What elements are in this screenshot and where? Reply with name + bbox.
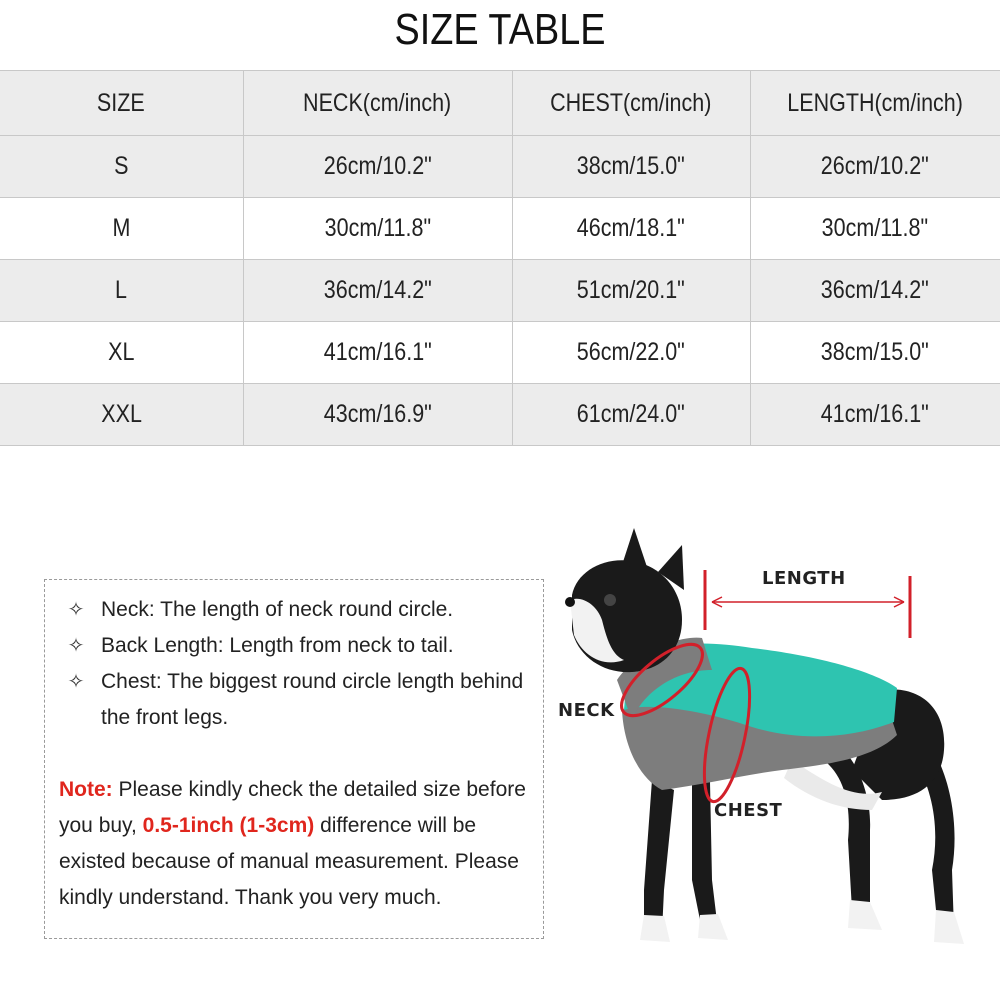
cell-size: M bbox=[0, 198, 243, 260]
cell-neck: 36cm/14.2" bbox=[243, 260, 512, 322]
header-length: LENGTH(cm/inch) bbox=[750, 71, 1000, 136]
table-row bbox=[0, 322, 1000, 384]
cell-chest: 51cm/20.1" bbox=[512, 260, 750, 322]
table-row bbox=[0, 136, 1000, 198]
page-title: SIZE TABLE bbox=[394, 5, 606, 54]
list-item bbox=[63, 664, 538, 736]
cell-length: 41cm/16.1" bbox=[750, 384, 1000, 446]
cell-length: 36cm/14.2" bbox=[750, 260, 1000, 322]
cell-neck: 43cm/16.9" bbox=[243, 384, 512, 446]
neck-label: NECK bbox=[558, 700, 615, 721]
cell-length: 30cm/11.8" bbox=[750, 198, 1000, 260]
cell-chest: 56cm/22.0" bbox=[512, 322, 750, 384]
measurement-list bbox=[63, 592, 538, 736]
dog-measurement-diagram bbox=[552, 510, 1000, 990]
size-note bbox=[59, 772, 537, 916]
note-neck: Neck: The length of neck round circle. bbox=[101, 598, 454, 621]
cell-size: XXL bbox=[0, 384, 243, 446]
four-point-star-icon: ✧ bbox=[67, 671, 85, 693]
four-point-star-icon: ✧ bbox=[67, 635, 85, 657]
note-back-length: Back Length: Length from neck to tail. bbox=[101, 634, 454, 657]
cell-length: 38cm/15.0" bbox=[750, 322, 1000, 384]
cell-chest: 38cm/15.0" bbox=[512, 136, 750, 198]
four-point-star-icon: ✧ bbox=[67, 599, 85, 621]
cell-neck: 26cm/10.2" bbox=[243, 136, 512, 198]
cell-size: S bbox=[0, 136, 243, 198]
size-table bbox=[0, 70, 1000, 446]
length-label: LENGTH bbox=[762, 568, 846, 589]
table-header-row bbox=[0, 71, 1000, 136]
cell-size: XL bbox=[0, 322, 243, 384]
measurement-notes-box bbox=[44, 579, 544, 939]
header-size: SIZE bbox=[0, 71, 243, 136]
dog-head bbox=[565, 528, 684, 672]
note-label: Note: bbox=[59, 778, 113, 801]
table-row bbox=[0, 260, 1000, 322]
note-text-1: Please kindly check the detailed size before you buy, bbox=[59, 778, 526, 837]
chest-label: CHEST bbox=[714, 800, 783, 821]
cell-chest: 61cm/24.0" bbox=[512, 384, 750, 446]
note-range: 0.5-1inch (1-3cm) bbox=[142, 814, 315, 837]
header-chest: CHEST(cm/inch) bbox=[512, 71, 750, 136]
cell-length: 26cm/10.2" bbox=[750, 136, 1000, 198]
note-text-2: difference will be existed because of manual measurement. Please kindly understand. Thank you very much. bbox=[59, 814, 519, 909]
table-row bbox=[0, 384, 1000, 446]
list-item bbox=[63, 592, 538, 628]
cell-chest: 46cm/18.1" bbox=[512, 198, 750, 260]
cell-size: L bbox=[0, 260, 243, 322]
table-row bbox=[0, 198, 1000, 260]
list-item bbox=[63, 628, 538, 664]
cell-neck: 30cm/11.8" bbox=[243, 198, 512, 260]
cell-neck: 41cm/16.1" bbox=[243, 322, 512, 384]
note-chest: Chest: The biggest round circle length behind the front legs. bbox=[101, 670, 524, 729]
header-neck: NECK(cm/inch) bbox=[243, 71, 512, 136]
